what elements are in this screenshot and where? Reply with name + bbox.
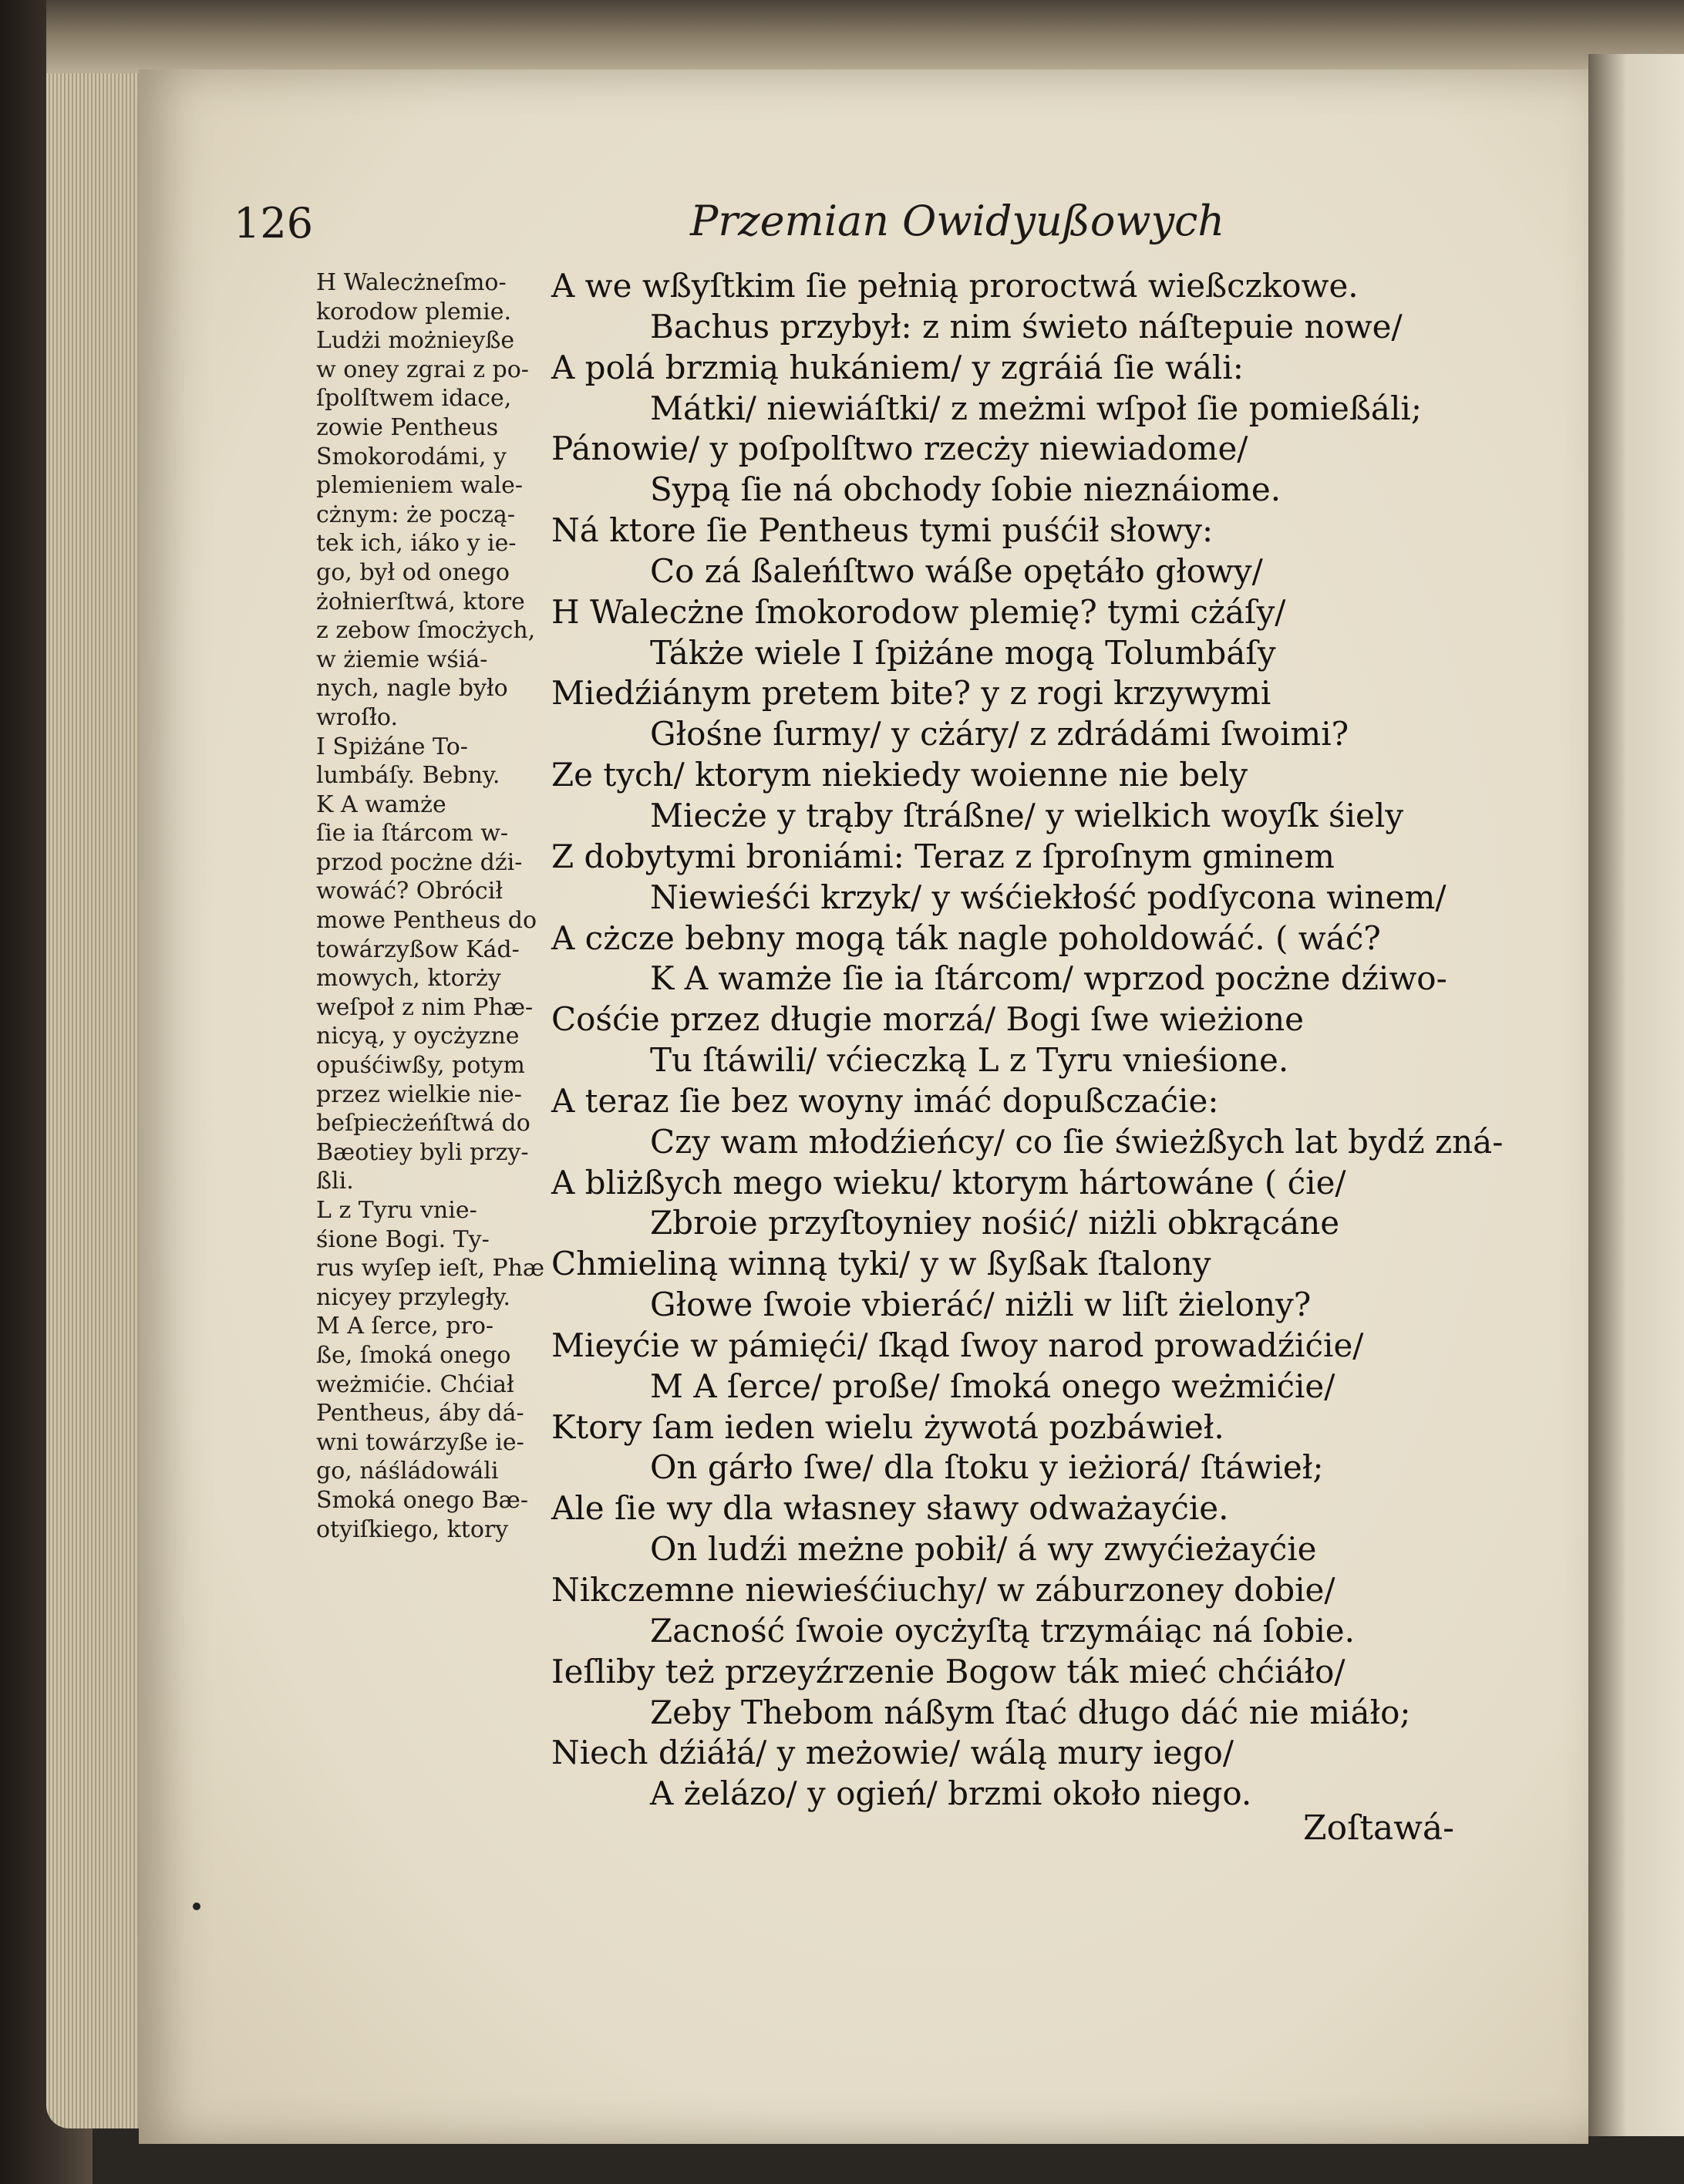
marginal-note-line: otyiſkiego, ktory — [316, 1515, 509, 1543]
page-number: 126 — [234, 199, 314, 248]
marginal-note-line: M A ſerce, pro- — [316, 1313, 494, 1340]
verse-line: Niech dźiáłá/ y meżowie/ wálą mury iego/ — [551, 1734, 1234, 1772]
marginal-note-line: nych, nagle było — [316, 675, 508, 703]
marginal-note-line: w żiemie wśiá- — [316, 645, 488, 673]
verse-line: Miedźiánym pretem bite? y z rogi krzywymi — [551, 674, 1271, 713]
marginal-note-line: L z Tyru vnie- — [316, 1197, 477, 1224]
verse-line: Głowe ſwoie vbieráć/ niżli w liſt żielony? — [650, 1286, 1312, 1324]
verse-line: Sypą ſie ná obchody ſobie nieznáiome. — [650, 470, 1282, 509]
marginal-note-line: w oney zgrai z po- — [316, 356, 529, 383]
marginal-note-line: plemieniem wale- — [316, 472, 524, 500]
verse-line: Ktory ſam ieden wielu żywotá pozbáwieł. — [551, 1407, 1224, 1446]
verse-line: M A ſerce/ proße/ ſmoká onego weżmićie/ — [650, 1367, 1335, 1405]
marginal-note-line: z zebow ſmocżych, — [316, 617, 536, 645]
marginal-note-line: przod pocżne dźi- — [316, 848, 523, 876]
marginal-note-line: wroſło. — [316, 703, 398, 731]
verse-line: A żelázo/ y ogień/ brzmi około niego. — [650, 1775, 1252, 1813]
marginal-note-line: przez wielkie nie- — [316, 1080, 522, 1108]
verse-line: K A wamże ſie ia ſtárcom/ wprzod pocżne dźiwo- — [650, 959, 1447, 998]
verse-line: Ale ſie wy dla własney sławy odważayćie. — [551, 1489, 1229, 1528]
verse-line: A we wßyſtkim ſie pełnią proroctwá wießczkowe. — [551, 267, 1359, 305]
marginal-note-line: K A wamże — [316, 790, 446, 818]
marginal-note-line: go, był od onego — [316, 558, 510, 586]
verse-line: A polá brzmią hukániem/ y zgráiá ſie wáli: — [551, 348, 1244, 386]
verse-line: Nikczemne niewieśćiuchy/ w záburzoney dobie/ — [551, 1571, 1335, 1609]
verse-line: Zacność ſwoie oycżyſtą trzymáiąc ná ſobie. — [650, 1611, 1355, 1650]
page-edges — [46, 46, 147, 2128]
verse-line: Niewieśći krzyk/ y wśćiekłość podſycona winem/ — [650, 878, 1447, 916]
verse-line: Mieyćie w pámięći/ ſkąd ſwoy narod prowadźićie/ — [551, 1326, 1364, 1364]
marginal-note-line: ſie ia ſtárcom w- — [316, 820, 509, 848]
verse-line: A bliżßych mego wieku/ ktorym hártowáne ( ćie/ — [551, 1163, 1346, 1202]
marginal-note-line: go, náśládowáli — [316, 1458, 499, 1485]
marginal-note-line: ſpolſtwem idace, — [316, 385, 512, 413]
marginal-note-line: zowie Pentheus — [316, 413, 499, 441]
marginal-note-line: Smoká onego Bæ- — [316, 1486, 528, 1514]
verse-line: Mátki/ niewiáſtki/ z meżmi wſpoł ſie pomießáli; — [650, 389, 1422, 427]
verse-line: On gárło ſwe/ dla ſtoku y ieżiorá/ ſtáwieł; — [650, 1448, 1324, 1487]
marginal-note-line: ßli. — [316, 1168, 354, 1195]
verse-line: Czy wam młodźieńcy/ co ſie świeżßych lat bydź zná- — [650, 1122, 1504, 1161]
marginal-note-line: wni towárzyße ie- — [316, 1428, 524, 1456]
marginal-note-line: tek ich, iáko y ie- — [316, 530, 517, 558]
verse-line: H Walecżne ſmokorodow plemię? tymi cżáſy/ — [551, 592, 1286, 631]
marginal-note-line: ße, ſmoká onego — [316, 1341, 511, 1369]
verse-line: A cżcze bebny mogą ták nagle poholdowáć. ( wáć? — [551, 918, 1381, 957]
verse-line: Miecże y trąby ſtráßne/ y wielkich woyſk śiely — [650, 796, 1404, 834]
verse-line: Zbroie przyſtoyniey nośić/ niżli obkrącáne — [650, 1204, 1340, 1242]
book-top-edge — [46, 0, 1684, 73]
verse-line: A teraz ſie bez woyny imáć dopußczaćie: — [551, 1081, 1219, 1120]
verse-line: Pánowie/ y poſpolſtwo rzecży niewiadome/ — [551, 430, 1248, 468]
verse-line: Zeby Thebom náßym ſtać długo dáć nie miáło; — [650, 1693, 1411, 1731]
marginal-note-line: H Walecżneſmo- — [316, 269, 507, 296]
verse-line: Chmieliną winną tyki/ y w ßyßak ſtalony — [551, 1245, 1211, 1283]
marginal-note-line: Bæotiey byli przy- — [316, 1138, 529, 1166]
verse-line: On ludźi meżne pobił/ á wy zwyćieżayćie — [650, 1530, 1317, 1569]
verse-line: Tákże wiele I ſpiżáne mogą Tolumbáſy — [650, 633, 1276, 672]
marginal-note-line: weżmićie. Chćiał — [316, 1370, 514, 1398]
marginal-notes — [316, 268, 547, 1544]
marginal-note-line: żołnierſtwá, ktore — [316, 588, 525, 615]
marginal-note-line: Smokorodámi, y — [316, 443, 507, 470]
ink-spot — [193, 1903, 200, 1910]
marginal-note-line: opuśćiwßy, potym — [316, 1052, 525, 1080]
verse-line: Bachus przybył: z nim świeto náſtepuie nowe/ — [650, 307, 1403, 345]
marginal-note-line: mowe Pentheus do — [316, 907, 537, 935]
facing-page-edge — [1588, 54, 1684, 2136]
marginal-note-line: towárzyßow Kád- — [316, 935, 520, 963]
marginal-note-line: wowáć? Obrócił — [316, 878, 504, 905]
verse-line: Ieſliby też przeyźrzenie Bogow ták mieć chćiáło/ — [551, 1652, 1346, 1690]
verse-line: Cośćie przez długie morzá/ Bogi ſwe wieżione — [551, 1000, 1305, 1039]
verse-line: Ná ktore ſie Pentheus tymi puśćił słowy: — [551, 511, 1214, 550]
verse-line: Co zá ßaleńſtwo wáße opętáło głowy/ — [650, 551, 1263, 590]
marginal-note-line: rus wyſep ieſt, Phæ — [316, 1255, 545, 1282]
marginal-note-line: Pentheus, áby dá- — [316, 1400, 524, 1427]
marginal-note-line: mowych, ktorży — [316, 965, 501, 993]
verse-line: Tu ſtáwili/ vćieczką L z Tyru vnieśione. — [650, 1041, 1289, 1080]
marginal-note-line: I Spiżáne To- — [316, 733, 468, 760]
verse-line: Ze tych/ ktorym niekiedy woienne nie bely — [551, 756, 1248, 794]
marginal-note-line: nicyey przyległy. — [316, 1283, 510, 1311]
verse-line: Z dobytymi broniámi: Teraz z ſproſnym gminem — [551, 837, 1335, 875]
marginal-note-line: Ludżi możnieyße — [316, 327, 515, 355]
catchword: Zoſtawá- — [1303, 1808, 1455, 1848]
marginal-note-line: lumbáſy. Bebny. — [316, 762, 500, 790]
running-head: Przemian Owidyußowych — [690, 197, 1225, 245]
marginal-note-line: nicyą, y oycżyzne — [316, 1023, 520, 1050]
verse-line: Głośne ſurmy/ y cżáry/ z zdrádámi ſwoimi? — [650, 715, 1349, 753]
marginal-note-line: weſpoł z nim Phæ- — [316, 993, 534, 1021]
marginal-note-line: beſpiecżeńſtwá do — [316, 1110, 530, 1138]
marginal-note-line: korodow plemie. — [316, 298, 512, 325]
marginal-note-line: śione Bogi. Ty- — [316, 1225, 490, 1253]
marginal-note-line: cżnym: że począ- — [316, 501, 515, 528]
verse-text — [551, 266, 1507, 1815]
